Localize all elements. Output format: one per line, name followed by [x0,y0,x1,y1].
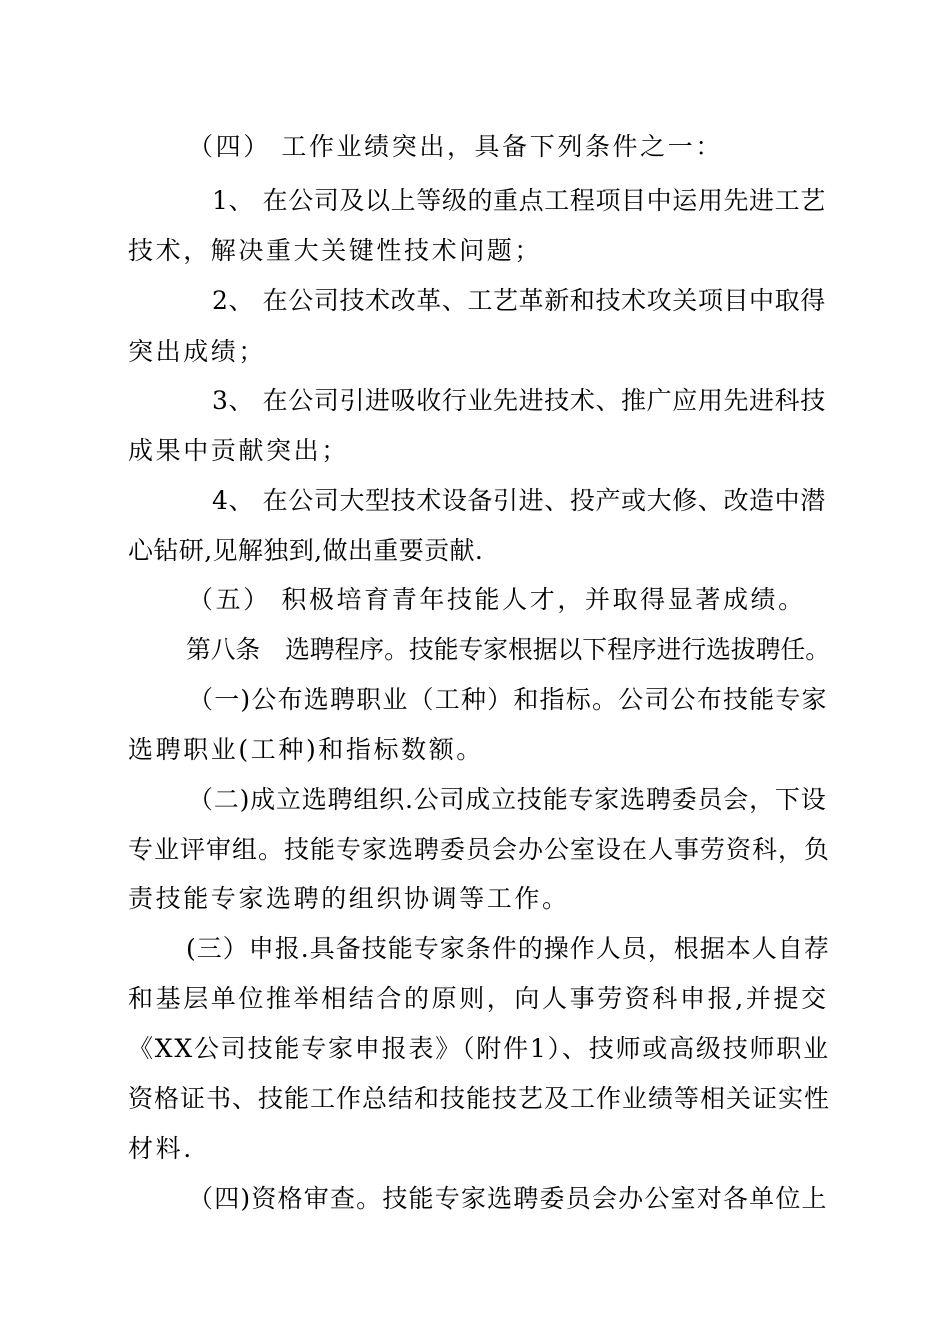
condition-2-line-2: 突出成绩； [128,337,267,366]
step-2-line-2: 专业评审组。技能专家选聘委员会办公室设在人事劳资科，负 [128,835,831,864]
condition-4-line-1: 4、 在公司大型技术设备引进、投产或大修、改造中潜 [212,486,826,515]
step-3-line-2: 和基层单位推举相结合的原则，向人事劳资科申报,并提交 [128,984,829,1013]
step-3-line-5: 材料. [128,1134,194,1163]
condition-2-line-1: 2、 在公司技术改革、工艺革新和技术攻关项目中取得 [212,286,826,315]
step-3-line-4: 资格证书、技能工作总结和技能技艺及工作业绩等相关证实性 [128,1084,831,1113]
step-1-line-1: （一)公布选聘职业（工种）和指标。公司公布技能专家 [188,685,828,714]
step-4-line-1: （四)资格审查。技能专家选聘委员会办公室对各单位上 [188,1184,828,1213]
condition-4-line-2: 心钻研,见解独到,做出重要贡献. [128,536,484,565]
step-2-line-3: 责技能专家选聘的组织协调等工作。 [128,884,570,913]
condition-3-line-2: 成果中贡献突出； [128,436,349,465]
step-3-line-1: (三）申报.具备技能专家条件的操作人员，根据本人自荐 [186,934,830,963]
step-1-line-2: 选聘职业(工种)和指标数额。 [128,735,484,764]
condition-1-line-2: 技术，解决重大关键性技术问题； [128,236,543,265]
article-8-heading: 第八条 选聘程序。技能专家根据以下程序进行选拔聘任。 [186,635,831,664]
step-2-line-1: （二)成立选聘组织.公司成立技能专家选聘委员会，下设 [188,785,827,814]
heading-5-youth-talent: （五） 积极培育青年技能人才，并取得显著成绩。 [188,585,806,614]
condition-1-line-1: 1、 在公司及以上等级的重点工程项目中运用先进工艺 [212,186,826,215]
heading-4-achievements: （四） 工作业绩突出，具备下列条件之一： [188,132,723,161]
step-3-line-3: 《XX公司技能专家申报表》（附件1）、技师或高级技师职业 [128,1034,830,1063]
condition-3-line-1: 3、 在公司引进吸收行业先进技术、推广应用先进科技 [212,386,826,415]
